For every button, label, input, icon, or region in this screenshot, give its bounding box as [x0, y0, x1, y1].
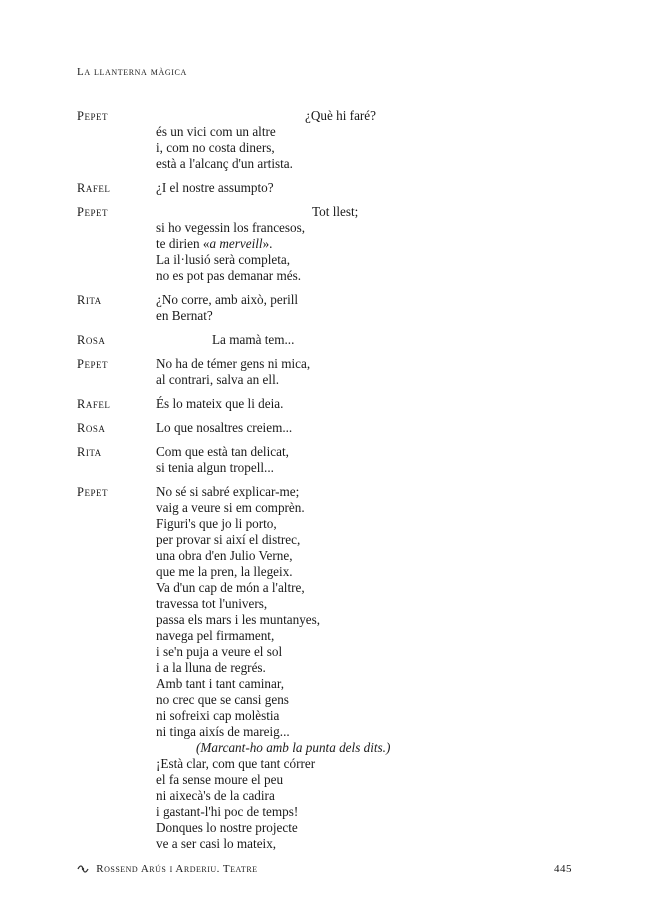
- speech: [77, 420, 577, 436]
- stage-direction: (Marcant-ho amb la punta dels dits.): [196, 740, 391, 755]
- speaker-name: Rafel: [77, 397, 111, 411]
- verse-line: és un vici com un altre: [156, 124, 276, 139]
- verse-line: És lo mateix que li deia.: [156, 396, 284, 411]
- verse-line: navega pel firmament,: [156, 628, 275, 643]
- verse-line: Com que està tan delicat,: [156, 444, 289, 459]
- verse-line: una obra d'en Julio Verne,: [156, 548, 293, 563]
- verse-line: si tenia algun tropell...: [156, 460, 274, 475]
- verse-line: ni tinga aixís de mareig...: [156, 724, 290, 739]
- verse-line: La il·lusió serà completa,: [156, 252, 291, 267]
- speaker-name: Rosa: [77, 333, 106, 347]
- verse-line: travessa tot l'univers,: [156, 596, 268, 611]
- speech: [77, 108, 577, 172]
- speaker-name: Pepet: [77, 485, 108, 499]
- verse-line: ¿Què hi faré?: [305, 108, 377, 123]
- speech: [77, 180, 577, 196]
- page-number: 445: [554, 863, 572, 875]
- verse-line: no es pot pas demanar més.: [156, 268, 302, 283]
- verse-line: ¿No corre, amb això, perill: [156, 292, 299, 307]
- verse-line: te dirien «a merveill».: [156, 236, 273, 251]
- running-head: La llanterna màgica: [77, 66, 187, 78]
- verse-line: no crec que se cansi gens: [156, 692, 289, 707]
- verse-line: No ha de témer gens ni mica,: [156, 356, 311, 371]
- footer-author: Rossend Arús i Arderiu. Teatre: [96, 863, 258, 875]
- verse-line: La mamà tem...: [212, 332, 295, 347]
- speech: [77, 204, 577, 284]
- verse-line: Tot llest;: [312, 204, 359, 219]
- speech: [77, 484, 577, 852]
- speech: [77, 396, 577, 412]
- page-footer: [77, 863, 572, 875]
- verse-line: i, com no costa diners,: [156, 140, 275, 155]
- verse-line: Figuri's que jo li porto,: [156, 516, 277, 531]
- speech: [77, 292, 577, 324]
- verse-line: passa els mars i les muntanyes,: [156, 612, 321, 627]
- play-text: [77, 108, 577, 860]
- verse-line: està a l'alcanç d'un artista.: [156, 156, 293, 171]
- verse-line: i a la lluna de regrés.: [156, 660, 266, 675]
- verse-line: per provar si així el distrec,: [156, 532, 301, 547]
- speaker-name: Pepet: [77, 357, 108, 371]
- verse-line: ni aixecà's de la cadira: [156, 788, 275, 803]
- speaker-name: Pepet: [77, 205, 108, 219]
- verse-line: que me la pren, la llegeix.: [156, 564, 293, 579]
- verse-line: i se'n puja a veure el sol: [156, 644, 283, 659]
- verse-line: ¿I el nostre assumpto?: [156, 180, 274, 195]
- speaker-name: Rita: [77, 445, 102, 459]
- verse-line: Amb tant i tant caminar,: [156, 676, 285, 691]
- verse-line: si ho vegessin los francesos,: [156, 220, 306, 235]
- verse-line: ni sofreixi cap molèstia: [156, 708, 280, 723]
- speaker-name: Rosa: [77, 421, 106, 435]
- speaker-name: Rafel: [77, 181, 111, 195]
- verse-line: en Bernat?: [156, 308, 213, 323]
- verse-line: Lo que nosaltres creiem...: [156, 420, 293, 435]
- verse-line: ve a ser casi lo mateix,: [156, 836, 277, 851]
- speaker-name: Pepet: [77, 109, 108, 123]
- verse-line: Donques lo nostre projecte: [156, 820, 298, 835]
- speaker-name: Rita: [77, 293, 102, 307]
- verse-line: Va d'un cap de món a l'altre,: [156, 580, 305, 595]
- verse-line: ¡Està clar, com que tant córrer: [156, 756, 316, 771]
- verse-line: al contrari, salva an ell.: [156, 372, 280, 387]
- verse-line: vaig a veure si em comprèn.: [156, 500, 305, 515]
- verse-line: el fa sense moure el peu: [156, 772, 284, 787]
- speech: [77, 332, 577, 348]
- verse-line: No sé si sabré explicar-me;: [156, 484, 300, 499]
- verse-line: i gastant-l'hi poc de temps!: [156, 804, 299, 819]
- speech: [77, 356, 577, 388]
- speech: [77, 444, 577, 476]
- fleuron-icon: [77, 865, 89, 873]
